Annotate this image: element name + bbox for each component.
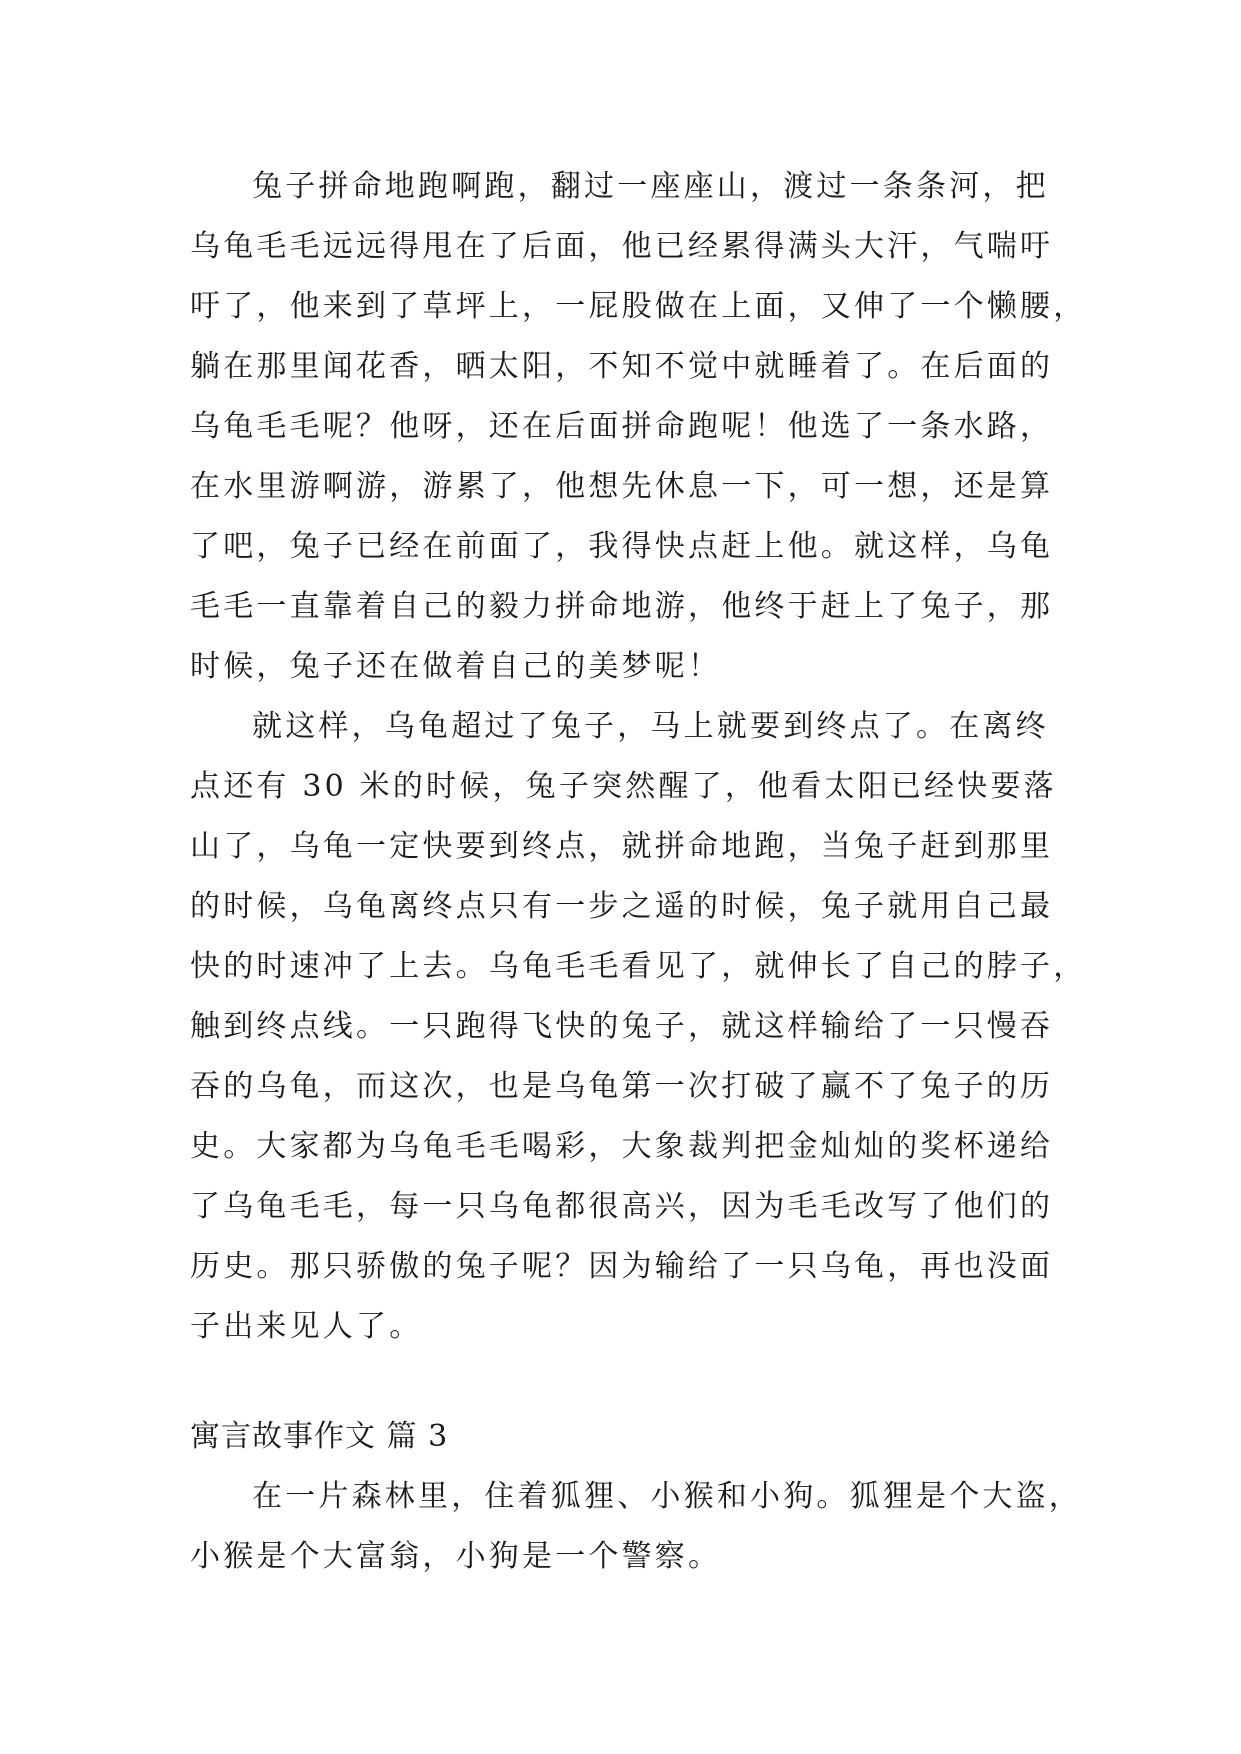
paragraph-line: 躺在那里闻花香，晒太阳，不知不觉中就睡着了。在后面的 [190,349,1054,384]
paragraph-line: 在水里游啊游，游累了，他想先休息一下，可一想，还是算 [190,469,1054,504]
paragraph-line: 史。大家都为乌龟毛毛喝彩，大象裁判把金灿灿的奖杯递给 [190,1129,1054,1164]
paragraph-line: 乌龟毛毛呢？他呀，还在后面拼命跑呢！他选了一条水路， [190,409,1054,444]
paragraph-line: 快的时速冲了上去。乌龟毛毛看见了，就伸长了自己的脖子， [190,949,1087,984]
paragraph-line: 吁了，他来到了草坪上，一屁股做在上面，又伸了一个懒腰， [190,289,1087,324]
paragraph-line: 小猴是个大富翁，小狗是一个警察。 [190,1539,722,1574]
paragraph-line: 乌龟毛毛远远得甩在了后面，他已经累得满头大汗，气喘吁 [190,229,1054,264]
paragraph-line: 历史。那只骄傲的兔子呢？因为输给了一只乌龟，再也没面 [190,1249,1054,1284]
paragraph-line: 吞的乌龟，而这次，也是乌龟第一次打破了赢不了兔子的历 [190,1069,1054,1104]
paragraph-line: 点还有 30 米的时候，兔子突然醒了，他看太阳已经快要落 [190,769,1057,804]
paragraph-line: 触到终点线。一只跑得飞快的兔子，就这样输给了一只慢吞 [190,1009,1054,1044]
paragraph-line: 就这样，乌龟超过了兔子，马上就要到终点了。在离终 [252,709,1049,744]
paragraph-line: 在一片森林里，住着狐狸、小猴和小狗。狐狸是个大盗， [252,1479,1082,1514]
paragraph-line: 的时候，乌龟离终点只有一步之遥的时候，兔子就用自己最 [190,889,1054,924]
paragraph-line: 了吧，兔子已经在前面了，我得快点赶上他。就这样，乌龟 [190,529,1054,564]
paragraph-line: 了乌龟毛毛，每一只乌龟都很高兴，因为毛毛改写了他们的 [190,1189,1054,1224]
paragraph-line: 兔子拼命地跑啊跑，翻过一座座山，渡过一条条河，把 [252,169,1049,204]
paragraph-line: 毛毛一直靠着自己的毅力拼命地游，他终于赶上了兔子，那 [190,589,1054,624]
paragraph-line: 子出来见人了。 [190,1309,423,1344]
paragraph-line: 山了，乌龟一定快要到终点，就拼命地跑，当兔子赶到那里 [190,829,1054,864]
paragraph-line: 时候，兔子还在做着自己的美梦呢！ [190,649,722,684]
section-heading: 寓言故事作文 篇 3 [190,1419,449,1454]
